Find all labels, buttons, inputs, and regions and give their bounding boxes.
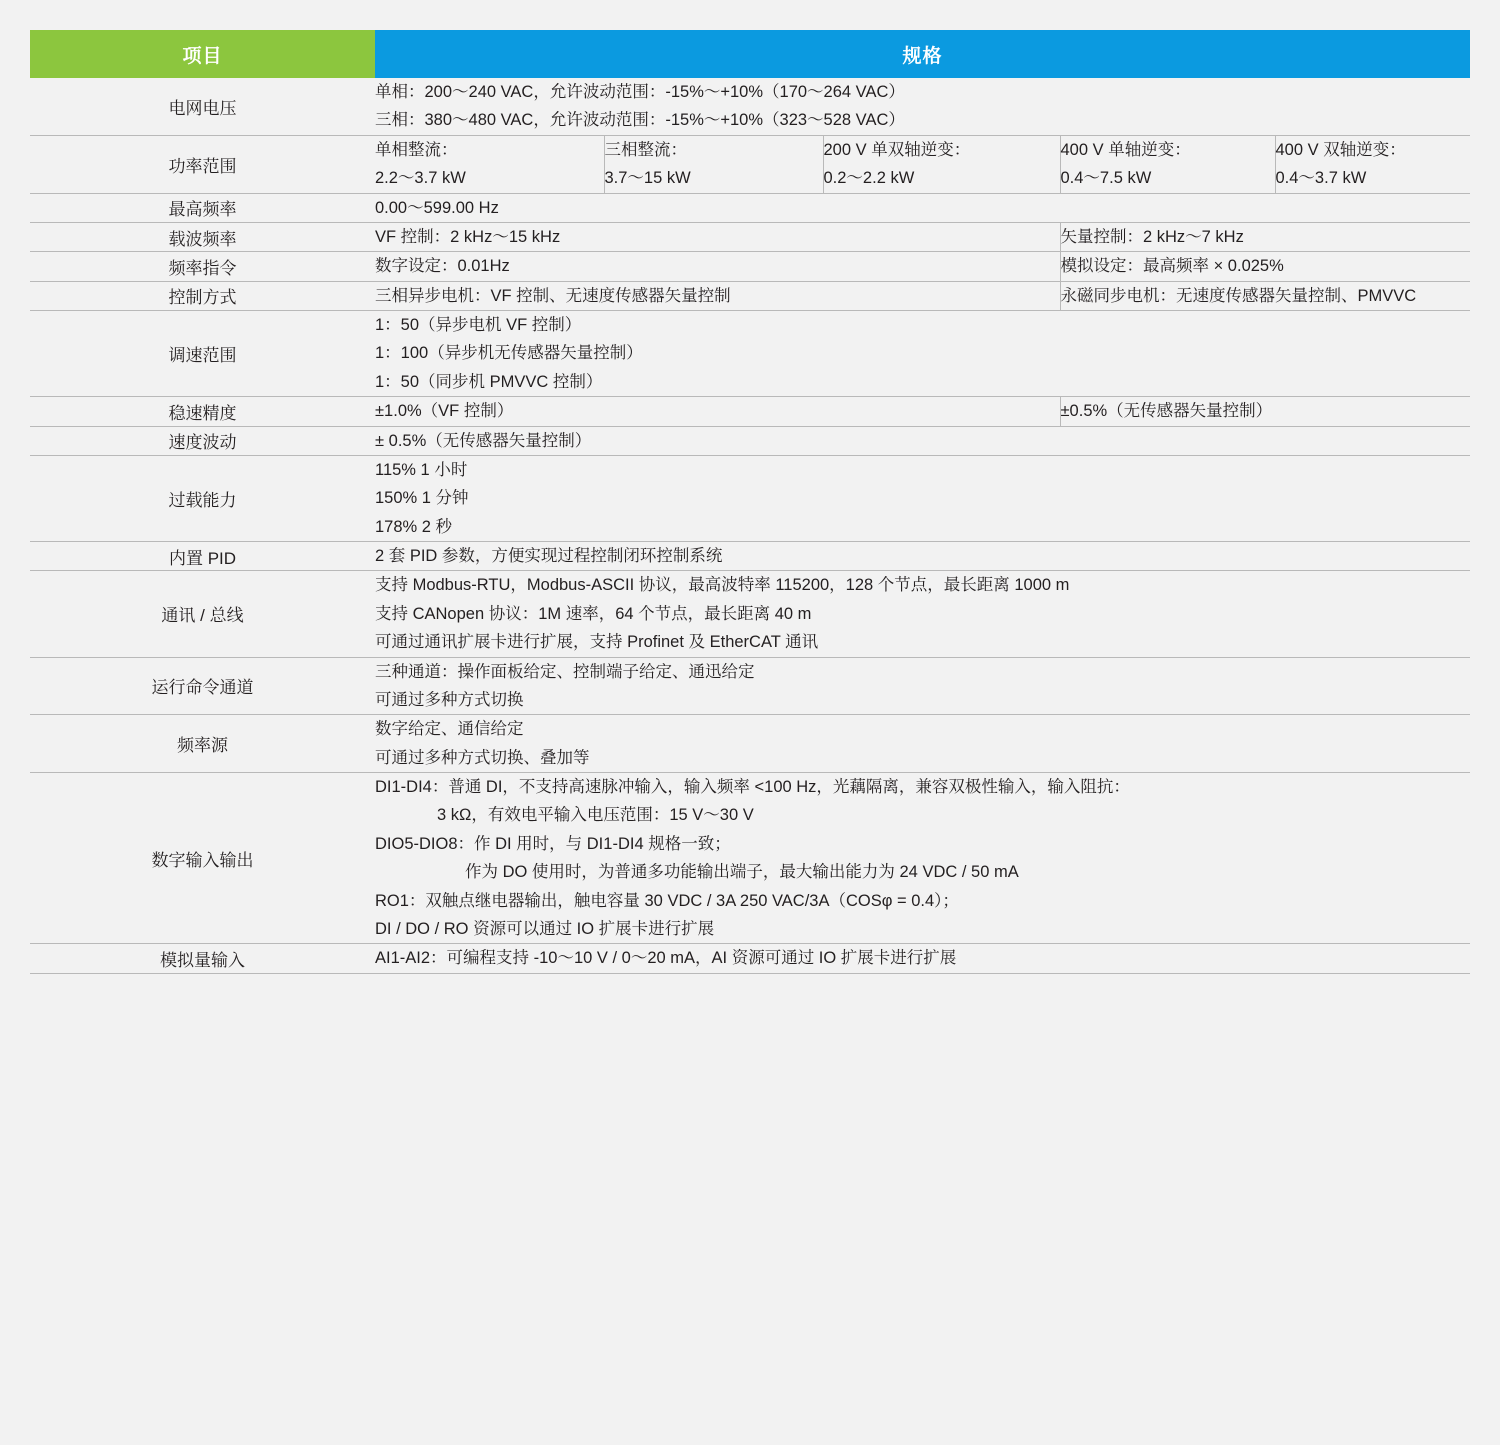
overload-line-3: 178% 2 秒 (375, 517, 453, 536)
frequency-command-left: 数字设定：0.01Hz (375, 252, 1060, 281)
power-range-value-3: 0.2～2.2 kW (823, 169, 915, 188)
run-command-line-1: 三种通道：操作面板给定、控制端子给定、通迅给定 (375, 662, 755, 681)
row-value-digital-io (375, 773, 1470, 944)
digital-io-line-6: DI / DO / RO 资源可以通过 IO 扩展卡进行扩展 (375, 919, 715, 938)
power-range-title-4: 400 V 单轴逆变： (1060, 140, 1191, 159)
table-row (30, 135, 1470, 193)
speed-range-line-2: 1：100（异步机无传感器矢量控制） (375, 344, 643, 363)
carrier-frequency-left: VF 控制：2 kHz～15 kHz (375, 222, 1060, 251)
power-range-value-5: 0.4～3.7 kW (1275, 169, 1367, 188)
row-value-max-frequency: 0.00～599.00 Hz (375, 193, 1470, 222)
row-value-speed-fluctuation: ± 0.5%（无传感器矢量控制） (375, 426, 1470, 455)
table-row (30, 426, 1470, 455)
communication-line-2: 支持 CANopen 协议：1M 速率，64 个节点，最长距离 40 m (375, 604, 812, 623)
row-label-carrier-frequency: 载波频率 (30, 222, 375, 251)
table-row (30, 193, 1470, 222)
power-range-cell-4 (1060, 135, 1275, 193)
frequency-source-line-2: 可通过多种方式切换、叠加等 (375, 748, 590, 767)
table-row (30, 311, 1470, 397)
specification-table (30, 30, 1470, 974)
digital-io-line-5: RO1：双触点继电器输出，触电容量 30 VDC / 3A 250 VAC/3A（COSφ = 0.4）； (375, 891, 959, 910)
row-label-frequency-source: 频率源 (30, 715, 375, 773)
speed-accuracy-left: ±1.0%（VF 控制） (375, 397, 1060, 426)
control-mode-left: 三相异步电机：VF 控制、无速度传感器矢量控制 (375, 281, 1060, 310)
carrier-frequency-right: 矢量控制：2 kHz～7 kHz (1060, 222, 1470, 251)
digital-io-line-1: DI1-DI4：普通 DI，不支持高速脉冲输入，输入频率 <100 Hz，光藕隔离，兼容双极性输入，输入阻抗： (375, 778, 1130, 796)
digital-io-line-3: DIO5-DIO8：作 DI 用时，与 DI1-DI4 规格一致； (375, 834, 731, 853)
power-range-title-3: 200 V 单双轴逆变： (823, 140, 971, 159)
table-row (30, 657, 1470, 715)
row-value-analog-input: AI1-AI2：可编程支持 -10～10 V / 0～20 mA，AI 资源可通过 IO 扩展卡进行扩展 (375, 944, 1470, 973)
table-header-row (30, 30, 1470, 78)
power-range-cell-3 (823, 135, 1060, 193)
row-label-speed-range: 调速范围 (30, 311, 375, 397)
power-range-title-1: 单相整流： (375, 140, 458, 159)
overload-line-2: 150% 1 分钟 (375, 489, 469, 508)
row-label-builtin-pid: 内置 PID (30, 542, 375, 571)
power-range-value-4: 0.4～7.5 kW (1060, 169, 1152, 188)
power-range-value-1: 2.2～3.7 kW (375, 169, 466, 188)
communication-line-1: 支持 Modbus-RTU，Modbus-ASCII 协议，最高波特率 115200，128 个节点，最长距离 1000 m (375, 576, 1070, 595)
speed-range-line-3: 1：50（同步机 PMVVC 控制） (375, 372, 603, 391)
table-row (30, 281, 1470, 310)
digital-io-line-2: 3 kΩ，有效电平输入电压范围：15 V～30 V (437, 806, 754, 825)
row-label-grid-voltage: 电网电压 (30, 78, 375, 135)
table-row (30, 397, 1470, 426)
digital-io-line-4: 作为 DO 使用时，为普通多功能输出端子，最大输出能力为 24 VDC / 50 mA (465, 863, 1019, 882)
power-range-cell-5 (1275, 135, 1470, 193)
header-item: 项目 (30, 30, 375, 78)
control-mode-right: 永磁同步电机：无速度传感器矢量控制、PMVVC (1060, 281, 1470, 310)
table-row (30, 222, 1470, 251)
speed-range-line-1: 1：50（异步电机 VF 控制） (375, 316, 582, 334)
grid-voltage-line-1: 单相：200～240 VAC，允许波动范围：-15%～+10%（170～264 VAC） (375, 83, 905, 101)
row-label-speed-fluctuation: 速度波动 (30, 426, 375, 455)
table-row (30, 944, 1470, 973)
header-spec: 规格 (375, 30, 1470, 78)
power-range-value-2: 3.7～15 kW (604, 169, 691, 188)
frequency-command-right: 模拟设定：最高频率 × 0.025% (1060, 252, 1470, 281)
row-value-run-command-channel (375, 657, 1470, 715)
row-label-run-command-channel: 运行命令通道 (30, 657, 375, 715)
row-label-digital-io: 数字输入输出 (30, 773, 375, 944)
power-range-cell-1 (375, 135, 604, 193)
row-value-speed-range (375, 311, 1470, 397)
table-row (30, 252, 1470, 281)
row-value-overload (375, 455, 1470, 541)
row-value-communication (375, 571, 1470, 657)
table-row (30, 715, 1470, 773)
row-label-communication: 通讯 / 总线 (30, 571, 375, 657)
row-label-power-range: 功率范围 (30, 135, 375, 193)
table-row (30, 773, 1470, 944)
row-label-analog-input: 模拟量输入 (30, 944, 375, 973)
power-range-title-2: 三相整流： (604, 140, 687, 159)
run-command-line-2: 可通过多种方式切换 (375, 690, 524, 709)
row-value-builtin-pid: 2 套 PID 参数，方便实现过程控制闭环控制系统 (375, 542, 1470, 571)
overload-line-1: 115% 1 小时 (375, 460, 468, 479)
grid-voltage-line-2: 三相：380～480 VAC，允许波动范围：-15%～+10%（323～528 VAC） (375, 111, 905, 130)
table-row (30, 571, 1470, 657)
row-label-overload: 过载能力 (30, 455, 375, 541)
row-label-max-frequency: 最高频率 (30, 193, 375, 222)
row-label-control-mode: 控制方式 (30, 281, 375, 310)
table-row (30, 542, 1470, 571)
communication-line-3: 可通过通讯扩展卡进行扩展，支持 Profinet 及 EtherCAT 通讯 (375, 633, 819, 652)
table-row (30, 78, 1470, 135)
power-range-title-5: 400 V 双轴逆变： (1275, 140, 1406, 159)
speed-accuracy-right: ±0.5%（无传感器矢量控制） (1060, 397, 1470, 426)
row-value-grid-voltage (375, 78, 1470, 135)
row-value-frequency-source (375, 715, 1470, 773)
table-row (30, 455, 1470, 541)
frequency-source-line-1: 数字给定、通信给定 (375, 720, 524, 739)
row-label-speed-accuracy: 稳速精度 (30, 397, 375, 426)
power-range-cell-2 (604, 135, 823, 193)
row-label-frequency-command: 频率指令 (30, 252, 375, 281)
